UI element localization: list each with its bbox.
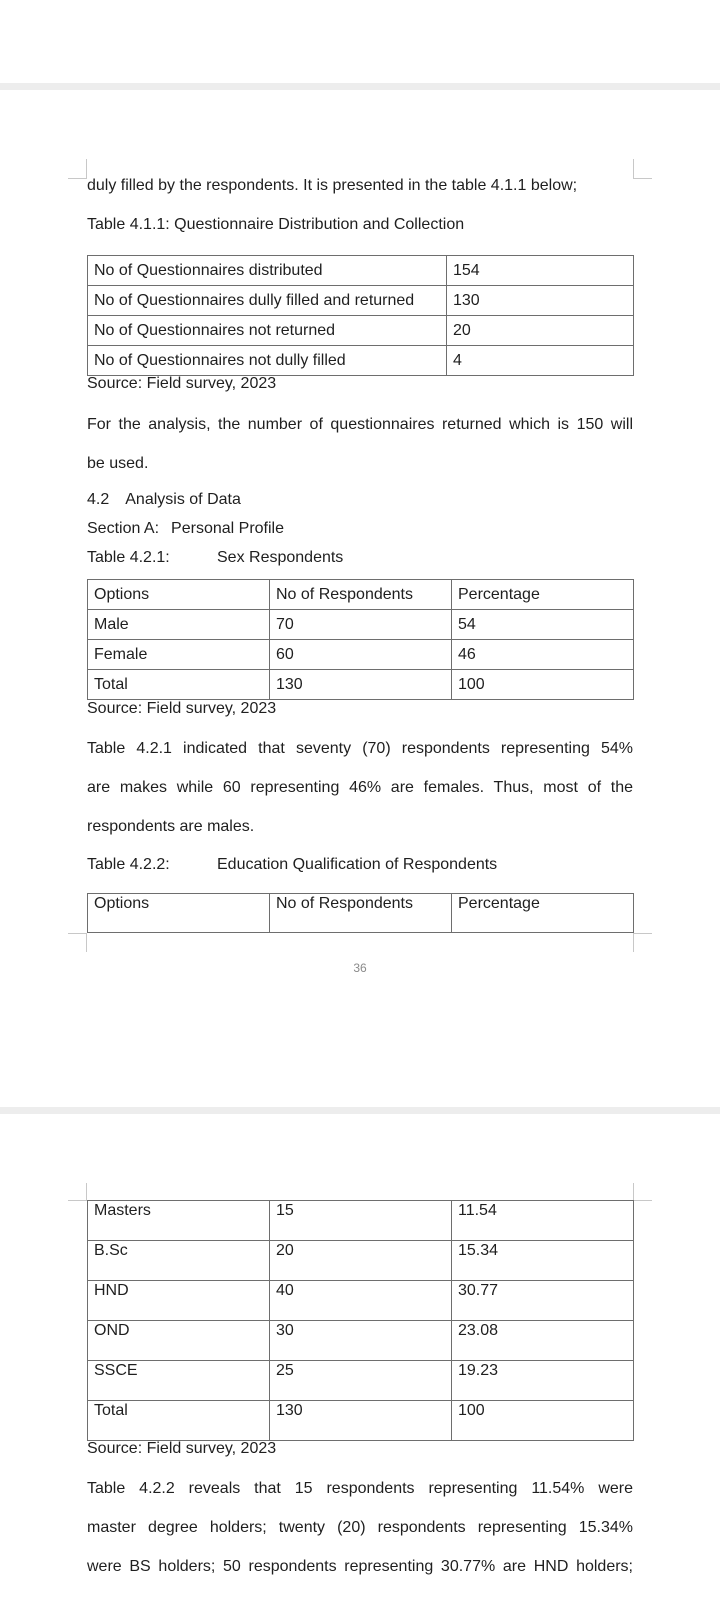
table-cell: Female bbox=[88, 640, 270, 670]
table-cell: 4 bbox=[447, 346, 634, 376]
table-cell: No of Questionnaires distributed bbox=[88, 256, 447, 286]
section-heading bbox=[87, 491, 241, 509]
table-421-label: Table 4.2.1: bbox=[87, 549, 170, 566]
margin-mark-p2-top-left-h bbox=[68, 1200, 87, 1201]
table-422-body bbox=[87, 1200, 634, 1441]
table-row bbox=[88, 610, 634, 640]
paragraph-422 bbox=[87, 1469, 633, 1586]
table-cell: Masters bbox=[88, 1201, 270, 1241]
margin-mark-p2-top-right-h bbox=[633, 1200, 652, 1201]
table-row bbox=[88, 1321, 634, 1361]
table-cell: 100 bbox=[452, 1401, 634, 1441]
table-header-cell: No of Respondents bbox=[270, 580, 452, 610]
table-header-cell: Percentage bbox=[452, 894, 634, 933]
margin-mark-top-left-v bbox=[86, 159, 87, 178]
table-cell: SSCE bbox=[88, 1361, 270, 1401]
table-422-label: Table 4.2.2: bbox=[87, 856, 170, 873]
paragraph-line: respondents are males. bbox=[87, 818, 255, 835]
table-header-cell: Options bbox=[88, 894, 270, 933]
table-cell: 30 bbox=[270, 1321, 452, 1361]
table-cell: 54 bbox=[452, 610, 634, 640]
table-row bbox=[88, 346, 634, 376]
table-source: Source: Field survey, 2023 bbox=[87, 700, 277, 717]
table-cell: 130 bbox=[270, 670, 452, 700]
table-row bbox=[88, 1401, 634, 1441]
margin-mark-top-right-v bbox=[633, 159, 634, 178]
table-422-header bbox=[87, 893, 634, 933]
table-cell: OND bbox=[88, 1321, 270, 1361]
table-cell: 25 bbox=[270, 1361, 452, 1401]
margin-mark-bottom-left-v bbox=[86, 933, 87, 952]
paragraph-line: Table 4.2.2 reveals that 15 respondents representing 11.54% were bbox=[87, 1480, 633, 1497]
table-cell: HND bbox=[88, 1281, 270, 1321]
table-row bbox=[88, 640, 634, 670]
table-421-title: Sex Respondents bbox=[217, 549, 344, 566]
table-cell: 40 bbox=[270, 1281, 452, 1321]
table-source: Source: Field survey, 2023 bbox=[87, 1440, 277, 1457]
table-cell: 19.23 bbox=[452, 1361, 634, 1401]
table-cell: 11.54 bbox=[452, 1201, 634, 1241]
table-422-title: Education Qualification of Respondents bbox=[217, 856, 498, 873]
table-row bbox=[88, 1241, 634, 1281]
page-number: 36 bbox=[353, 961, 367, 975]
table-cell: 46 bbox=[452, 640, 634, 670]
paragraph-line: Table 4.2.1 indicated that seventy (70) respondents representing 54% bbox=[87, 740, 633, 757]
section-a-label: Section A: bbox=[87, 520, 160, 537]
margin-mark-top-right-h bbox=[633, 178, 652, 179]
table-411-caption: Table 4.1.1: Questionnaire Distribution and Collection bbox=[87, 216, 465, 233]
table-header-row bbox=[88, 894, 634, 933]
table-cell: No of Questionnaires not returned bbox=[88, 316, 447, 346]
table-row bbox=[88, 256, 634, 286]
paragraph-line: be used. bbox=[87, 455, 149, 472]
table-cell: 130 bbox=[447, 286, 634, 316]
table-cell: 23.08 bbox=[452, 1321, 634, 1361]
table-header-cell: Options bbox=[88, 580, 270, 610]
paragraph-line: master degree holders; twenty (20) respondents representing 15.34% bbox=[87, 1519, 633, 1536]
margin-mark-bottom-right-v bbox=[633, 933, 634, 952]
section-title: Analysis of Data bbox=[125, 491, 241, 508]
table-cell: 154 bbox=[447, 256, 634, 286]
table-cell: Total bbox=[88, 670, 270, 700]
table-cell: B.Sc bbox=[88, 1241, 270, 1281]
table-cell: No of Questionnaires dully filled and returned bbox=[88, 286, 447, 316]
page-separator-top bbox=[0, 83, 720, 90]
analysis-paragraph bbox=[87, 405, 633, 483]
table-421 bbox=[87, 579, 634, 700]
section-a-heading bbox=[87, 520, 284, 538]
margin-mark-p2-top-right-v bbox=[633, 1183, 634, 1201]
margin-mark-top-left-h bbox=[68, 178, 87, 179]
table-411 bbox=[87, 255, 634, 376]
table-row bbox=[88, 1281, 634, 1321]
paragraph-421 bbox=[87, 729, 633, 846]
table-cell: 130 bbox=[270, 1401, 452, 1441]
paragraph-line: For the analysis, the number of questionnaires returned which is 150 will bbox=[87, 416, 633, 433]
section-number: 4.2 bbox=[87, 491, 110, 508]
table-cell: 20 bbox=[270, 1241, 452, 1281]
table-cell: 100 bbox=[452, 670, 634, 700]
table-row bbox=[88, 670, 634, 700]
page-separator-middle bbox=[0, 1107, 720, 1114]
table-cell: No of Questionnaires not dully filled bbox=[88, 346, 447, 376]
table-row bbox=[88, 316, 634, 346]
table-cell: 30.77 bbox=[452, 1281, 634, 1321]
margin-mark-bottom-left-h bbox=[68, 933, 87, 934]
margin-mark-bottom-right-h bbox=[633, 933, 652, 934]
table-header-row bbox=[88, 580, 634, 610]
section-a-title: Personal Profile bbox=[171, 520, 284, 537]
table-header-cell: Percentage bbox=[452, 580, 634, 610]
table-cell: Male bbox=[88, 610, 270, 640]
intro-line: duly filled by the respondents. It is presented in the table 4.1.1 below; bbox=[87, 177, 578, 194]
table-cell: 60 bbox=[270, 640, 452, 670]
table-cell: 15.34 bbox=[452, 1241, 634, 1281]
table-row bbox=[88, 1361, 634, 1401]
paragraph-line: are makes while 60 representing 46% are females. Thus, most of the bbox=[87, 779, 633, 796]
table-header-cell: No of Respondents bbox=[270, 894, 452, 933]
table-source: Source: Field survey, 2023 bbox=[87, 375, 277, 392]
table-row bbox=[88, 286, 634, 316]
margin-mark-p2-top-left-v bbox=[86, 1183, 87, 1201]
paragraph-line: were BS holders; 50 respondents representing 30.77% are HND holders; bbox=[87, 1558, 633, 1575]
table-cell: Total bbox=[88, 1401, 270, 1441]
table-row bbox=[88, 1201, 634, 1241]
table-cell: 20 bbox=[447, 316, 634, 346]
table-cell: 70 bbox=[270, 610, 452, 640]
table-cell: 15 bbox=[270, 1201, 452, 1241]
